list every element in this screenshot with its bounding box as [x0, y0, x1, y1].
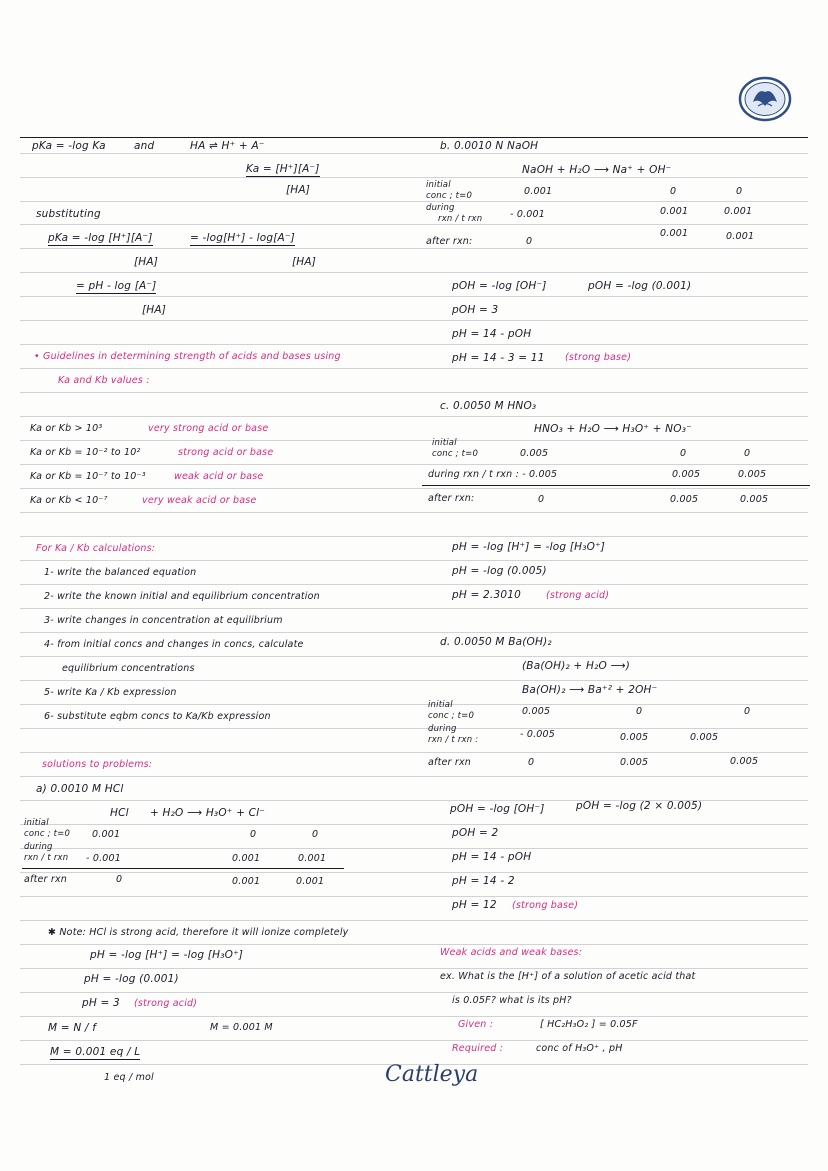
- pka-denominator-1: [HA]: [134, 256, 159, 268]
- oh-initial: 0: [736, 186, 743, 197]
- na-after: 0.001: [660, 228, 689, 239]
- solutions-heading: solutions to problems:: [42, 759, 153, 770]
- hcl-change: - 0.001: [86, 853, 122, 864]
- ruled-line: [20, 680, 808, 681]
- calc-step-5: 5- write Ka / Kb expression: [44, 687, 177, 698]
- ka-strength-3: weak acid or base: [174, 471, 264, 482]
- b-row-conc: conc ; t=0: [426, 191, 473, 201]
- calc-step-6: 6- substitute eqbm concs to Ka/Kb expression: [44, 711, 271, 722]
- ruled-line: [20, 440, 808, 441]
- required-label: Required :: [452, 1043, 504, 1054]
- ruled-line: [20, 320, 808, 321]
- text-substituting: substituting: [36, 208, 101, 220]
- calc-step-3: 3- write changes in concentration at equilibrium: [44, 615, 283, 626]
- ruled-line: [20, 848, 808, 849]
- ruled-line: [20, 560, 808, 561]
- ruled-line: [20, 608, 808, 609]
- oh-after: 0.001: [726, 231, 755, 242]
- ba-after: 0.005: [620, 757, 649, 768]
- no3-initial: 0: [744, 448, 751, 459]
- no3-change: 0.005: [738, 469, 767, 480]
- required-value: conc of H₃O⁺ , pH: [536, 1043, 623, 1054]
- given-value: [ HC₂H₃O₂ ] = 0.05F: [540, 1019, 638, 1030]
- hcl-equation: + H₂O ⟶ H₃O⁺ + Cl⁻: [150, 807, 266, 819]
- molarity-eq: M = 0.001 eq / L: [50, 1046, 141, 1058]
- b-row-rxn: rxn / t rxn: [438, 214, 483, 224]
- ruled-line: [20, 920, 808, 921]
- weak-acids-heading: Weak acids and weak bases:: [440, 947, 583, 958]
- h3o-after-c: 0.005: [670, 494, 699, 505]
- naoh-initial: 0.001: [524, 186, 553, 197]
- oh-after-d: 0.005: [730, 756, 759, 767]
- given-label: Given :: [458, 1019, 494, 1030]
- poh-formula-d: pOH = -log [OH⁻]: [450, 803, 545, 815]
- school-seal-logo-icon: [738, 76, 792, 122]
- example-question: ex. What is the [H⁺] of a solution of acetic acid that: [440, 971, 696, 982]
- calc-step-4-cont: equilibrium concentrations: [62, 663, 195, 674]
- hcl-label: HCl: [110, 807, 129, 819]
- hno3-equation: HNO₃ + H₂O ⟶ H₃O⁺ + NO₃⁻: [534, 423, 692, 435]
- naoh-equation: NaOH + H₂O ⟶ Na⁺ + OH⁻: [522, 164, 672, 176]
- problem-b: b. 0.0010 N NaOH: [440, 140, 539, 152]
- ruled-line: [20, 368, 808, 369]
- row-label-during: during: [24, 842, 53, 852]
- b-row-after: after rxn:: [426, 236, 473, 247]
- baoh2-change: - 0.005: [520, 729, 556, 740]
- ruled-line: [20, 512, 808, 513]
- text-and: and: [134, 140, 155, 152]
- ba-change: 0.005: [620, 732, 649, 743]
- b-row-during: during: [426, 203, 455, 213]
- d-row-initial: initial: [428, 700, 453, 710]
- ruled-line: [20, 296, 808, 297]
- d-row-conc: conc ; t=0: [428, 711, 475, 721]
- problem-c: c. 0.0050 M HNO₃: [440, 400, 537, 412]
- ka-range-4: Ka or Kb < 10⁻⁷: [30, 495, 108, 506]
- ruled-line: [20, 344, 808, 345]
- ph-result-note: (strong acid): [134, 998, 198, 1009]
- ph-result-c-note: (strong acid): [546, 590, 610, 601]
- ruled-line: [20, 824, 808, 825]
- ruled-line: [20, 416, 808, 417]
- cl-change: 0.001: [298, 853, 327, 864]
- ba-initial: 0: [636, 706, 643, 717]
- ruled-line: [20, 776, 808, 777]
- row-label-after: after rxn: [24, 874, 68, 885]
- hcl-initial: 0.001: [92, 829, 121, 840]
- no3-after: 0.005: [740, 494, 769, 505]
- poh-formula: pOH = -log [OH⁻]: [452, 280, 547, 292]
- ruled-line: [20, 137, 808, 138]
- ruled-line: [20, 632, 808, 633]
- ruled-line: [20, 656, 808, 657]
- h3o-initial: 0: [250, 829, 257, 840]
- author-signature: Cattleya: [385, 1062, 479, 1087]
- oh-change-d: 0.005: [690, 732, 719, 743]
- h3o-change-c: 0.005: [672, 469, 701, 480]
- calc-step-4: 4- from initial concs and changes in concs, calculate: [44, 639, 304, 650]
- ruled-line: [20, 704, 808, 705]
- ka-numerator: Ka = [H⁺][A⁻]: [246, 163, 320, 175]
- c-row-conc: conc ; t=0: [432, 449, 479, 459]
- ka-strength-4: very weak acid or base: [142, 495, 257, 506]
- pka-substituted: pKa = -log [H⁺][A⁻]: [48, 232, 153, 244]
- problem-a: a) 0.0010 M HCl: [36, 783, 124, 795]
- baoh2-reaction-bracket: (Ba(OH)₂ + H₂O ⟶): [522, 660, 631, 672]
- guidelines-heading-cont: Ka and Kb values :: [58, 375, 150, 386]
- dissociation-equation: HA ⇌ H⁺ + A⁻: [190, 140, 265, 152]
- ruled-line: [20, 728, 808, 729]
- molarity-value: M = 0.001 M: [210, 1022, 273, 1033]
- equivalent-per-mol: 1 eq / mol: [104, 1072, 154, 1083]
- ruled-line: [20, 968, 808, 969]
- note-strong-acid: ✱ Note: HCl is strong acid, therefore it will ionize completely: [48, 927, 349, 938]
- ruled-line: [20, 992, 808, 993]
- na-change: 0.001: [660, 206, 689, 217]
- ph-substituted-c: pH = -log (0.005): [452, 565, 547, 577]
- naoh-after: 0: [526, 236, 533, 247]
- b-row-initial: initial: [426, 180, 451, 190]
- ph-result-b: pH = 14 - 3 = 11: [452, 352, 545, 364]
- na-initial: 0: [670, 186, 677, 197]
- h3o-after: 0.001: [232, 876, 261, 887]
- hcl-after: 0: [116, 874, 123, 885]
- guidelines-heading: • Guidelines in determining strength of acids and bases using: [34, 351, 341, 362]
- poh-substituted: pOH = -log (0.001): [588, 280, 692, 292]
- ph-subtract-d: pH = 14 - 2: [452, 875, 515, 887]
- ph-substituted: pH = -log (0.001): [84, 973, 179, 985]
- ruled-line: [20, 536, 808, 537]
- ka-denominator: [HA]: [286, 184, 311, 196]
- ruled-line: [20, 201, 808, 202]
- ruled-line: [20, 944, 808, 945]
- calc-step-2: 2- write the known initial and equilibrium concentration: [44, 591, 320, 602]
- henderson-denominator: [HA]: [142, 304, 167, 316]
- molarity-formula: M = N / f: [48, 1022, 97, 1034]
- ruled-line: [20, 464, 808, 465]
- example-question-cont: is 0.05F? what is its pH?: [452, 995, 572, 1006]
- ph-result-c: pH = 2.3010: [452, 589, 521, 601]
- ph-formula-c: pH = -log [H⁺] = -log [H₃O⁺]: [452, 541, 606, 553]
- ph-result-b-note: (strong base): [565, 352, 632, 363]
- c-row-after: after rxn:: [428, 493, 475, 504]
- ruled-line: [20, 272, 808, 273]
- ruled-line: [20, 896, 808, 897]
- ka-range-2: Ka or Kb = 10⁻² to 10²: [30, 447, 141, 458]
- ruled-line: [20, 1016, 808, 1017]
- calc-step-1: 1- write the balanced equation: [44, 567, 197, 578]
- baoh2-after: 0: [528, 757, 535, 768]
- ph-from-poh: pH = 14 - pOH: [452, 328, 532, 340]
- pka-expanded: = -log[H⁺] - log[A⁻]: [190, 232, 295, 244]
- ruled-line: [20, 1040, 808, 1041]
- problem-d: d. 0.0050 M Ba(OH)₂: [440, 636, 552, 648]
- ph-from-poh-d: pH = 14 - pOH: [452, 851, 532, 863]
- d-row-during: during: [428, 724, 457, 734]
- oh-change: 0.001: [724, 206, 753, 217]
- ph-formula: pH = -log [H⁺] = -log [H₃O⁺]: [90, 949, 244, 961]
- ruled-line: [20, 392, 808, 393]
- ruled-line: [20, 752, 808, 753]
- cl-after: 0.001: [296, 876, 325, 887]
- d-row-after: after rxn: [428, 757, 472, 768]
- table-underline-c: [422, 485, 810, 486]
- cl-initial: 0: [312, 829, 319, 840]
- ruled-line: [20, 872, 808, 873]
- ruled-line: [20, 153, 808, 154]
- ph-result: pH = 3: [82, 997, 120, 1009]
- ruled-line: [20, 584, 808, 585]
- baoh2-initial: 0.005: [522, 706, 551, 717]
- d-row-rxn: rxn / t rxn :: [428, 735, 479, 745]
- ph-result-d: pH = 12: [452, 899, 497, 911]
- pka-denominator-2: [HA]: [292, 256, 317, 268]
- ruled-line: [20, 177, 808, 178]
- ph-result-d-note: (strong base): [512, 900, 579, 911]
- hno3-initial: 0.005: [520, 448, 549, 459]
- row-label-conc: conc ; t=0: [24, 829, 71, 839]
- henderson-equation: = pH - log [A⁻]: [76, 280, 157, 292]
- h3o-initial-c: 0: [680, 448, 687, 459]
- ruled-line: [20, 248, 808, 249]
- row-label-initial: initial: [24, 818, 49, 828]
- h3o-change: 0.001: [232, 853, 261, 864]
- baoh2-dissociation: Ba(OH)₂ ⟶ Ba⁺² + 2OH⁻: [522, 684, 658, 696]
- poh-result-d: pOH = 2: [452, 827, 499, 839]
- hno3-after: 0: [538, 494, 545, 505]
- ruled-line: [20, 488, 808, 489]
- table-underline: [22, 868, 344, 869]
- ruled-line: [20, 224, 808, 225]
- poh-result: pOH = 3: [452, 304, 499, 316]
- poh-substituted-d: pOH = -log (2 × 0.005): [576, 800, 703, 812]
- ka-range-3: Ka or Kb = 10⁻⁷ to 10⁻³: [30, 471, 146, 482]
- c-row-initial: initial: [432, 438, 457, 448]
- ka-strength-2: strong acid or base: [178, 447, 274, 458]
- calc-steps-heading: For Ka / Kb calculations:: [36, 543, 156, 554]
- ka-strength-1: very strong acid or base: [148, 423, 269, 434]
- row-label-rxn: rxn / t rxn: [24, 853, 69, 863]
- pka-definition: pKa = -log Ka: [32, 140, 106, 152]
- oh-initial-d: 0: [744, 706, 751, 717]
- c-row-during: during rxn / t rxn : - 0.005: [428, 469, 558, 480]
- naoh-change: - 0.001: [510, 209, 546, 220]
- ka-range-1: Ka or Kb > 10³: [30, 423, 103, 434]
